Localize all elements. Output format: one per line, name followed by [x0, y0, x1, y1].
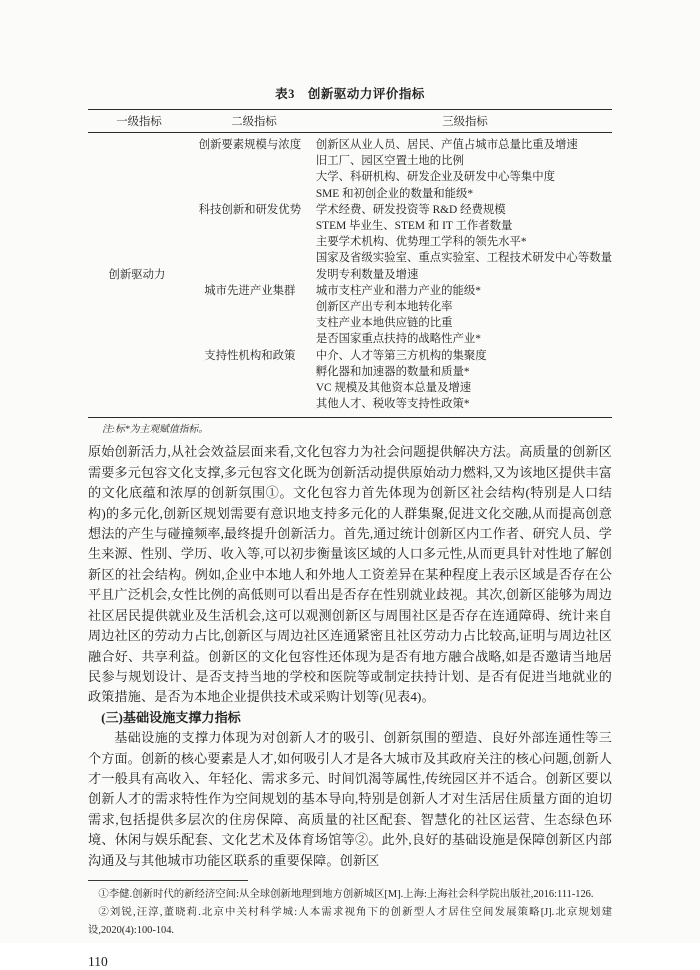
level2-cell: 科技创新和研发优势 — [198, 203, 302, 216]
level3-item: 城市支柱产业和潜力产业的能级* — [315, 284, 481, 297]
level3-item: VC 规模及其他资本总量及增速 — [315, 382, 472, 395]
table-body — [88, 133, 612, 417]
footnote-1: ①李健.创新时代的新经济空间:从全球创新地理到地方创新城区[M].上海:上海社会科学院出版社,2016:111-126. — [98, 888, 594, 900]
level3-list — [314, 202, 612, 283]
level3-item: 发明专利数量及增速 — [315, 268, 419, 281]
level3-item: 创新区产出专利本地转化率 — [315, 301, 453, 314]
level1-cell: 创新驱动力 — [108, 268, 166, 281]
body-paragraph-2: 基础设施的支撑力体现为对创新人才的吸引、创新氛围的塑造、良好外部连通性等三个方面。创新的核心要素是人才,如何吸引人才是各大城市及其政府关注的核心问题,创新人才一般具有高收入、年轻化、需求多元、时间饥渴等属性,传统园区并不适合。创新区要以创新人才的需求特性作为空间规划的基本导向,特别是创新人才对生活居住质量方面的迫切需求,包括提供多层次的住房保障、高质量的社区配套、智慧化的社区运营、生态绿色环境、休闲与娱乐配套、文化艺术及体育场馆等②。此外,良好的基础设施是保障创新区内部沟通及与其他城市功能区联系的重要保障。创新区 — [88, 730, 612, 868]
level2-cell: 城市先进产业集群 — [204, 284, 296, 297]
level3-item: 学术经费、研发投资等 R&D 经费规模 — [315, 203, 506, 216]
footnote-separator — [88, 880, 248, 881]
level3-list — [314, 137, 612, 202]
level2-cell: 支持性机构和政策 — [204, 349, 296, 362]
body-paragraph-1: 原始创新活力,从社会效益层面来看,文化包容力为社会问题提供解决方法。高质量的创新区需要多元包容文化支撑,多元包容文化既为创新活动提供原始动力燃料,又为该地区提供丰富的文化底蕴和浓厚的创新氛围①。文化包容力首先体现为创新区社会结构(特别是人口结构)的多元化,创新区规划需要有意识地支持多元化的人群集聚,促进文化交融,从而提高创意想法的产生与碰撞频率,最终提升创新活力。首先,通过统计创新区内工作者、研究人员、学生来源、性别、学历、收入等,可以初步衡量该区域的人口多元性,从而更具针对性地了解创新区的社会结构。例如,企业中本地人和外地人工资差异在某种程度上表示区域是否存在公平且广泛机会,女性比例的高低则可以看出是否存在性别就业歧视。其次,创新区能够为周边社区居民提供就业及生活机会,这可以观测创新区与周围社区是否存在连通障碍、统计来自周边社区的劳动力占比,创新区与周边社区连通紧密且社区劳动力占比较高,证明与周边社区融合好、共享利益。创新区的文化包容性还体现为是否有地方融合战略,如是否邀请当地居民参与规划设计、是否支持当地的学校和医院等或制定扶持计划、是否有促进当地就业的政策措施、是否为本地企业提供技术或采购计划等(见表4)。 — [88, 444, 612, 705]
level3-item: STEM 毕业生、STEM 和 IT 工作者数量 — [315, 220, 513, 233]
level3-item: 旧工厂、园区空置土地的比例 — [315, 155, 464, 168]
table-group — [186, 202, 612, 283]
level3-item: 创新区从业人员、居民、产值占城市总量比重及增速 — [315, 139, 578, 151]
table-header-level2: 二级指标 — [231, 116, 277, 128]
table-group — [186, 283, 612, 348]
indicator-table — [88, 109, 612, 418]
table-caption: 表3 创新驱动力评价指标 — [275, 87, 425, 101]
level3-item: 中介、人才等第三方机构的集聚度 — [315, 349, 487, 362]
level3-item: SME 和初创企业的数量和能级* — [315, 187, 474, 200]
table-header-level1: 一级指标 — [116, 116, 162, 128]
level3-list — [314, 348, 612, 413]
level3-item: 是否国家重点扶持的战略性产业* — [315, 333, 481, 346]
table-header-row — [88, 110, 612, 133]
level2-cell: 创新要素规模与浓度 — [198, 139, 302, 151]
level3-item: 国家及省级实验室、重点实验室、工程技术研发中心等数量 — [315, 252, 612, 265]
level3-item: 主要学术机构、优势理工学科的领先水平* — [315, 236, 527, 249]
table-groups — [186, 137, 612, 412]
table-group — [186, 137, 612, 202]
page-number: 110 — [88, 953, 108, 969]
level3-item: 其他人才、税收等支持性政策* — [315, 398, 470, 411]
level3-item: 大学、科研机构、研发企业及研发中心等集中度 — [315, 171, 556, 184]
level3-list — [314, 283, 612, 348]
section-heading: (三)基础设施支撑力指标 — [101, 709, 241, 725]
footnote-2: ②刘锐,汪淳,董晓莉.北京中关村科学城:人本需求视角下的创新型人才居住空间发展策略[J].北京规划建设,2020(4):100-104. — [88, 907, 612, 937]
table-group — [186, 348, 612, 413]
level3-item: 孵化器和加速器的数量和质量* — [315, 365, 470, 378]
table-header-level3: 三级指标 — [442, 116, 488, 128]
page-content — [88, 84, 612, 970]
table-note: 注:标*为主观赋值指标。 — [102, 424, 209, 436]
level3-item: 支柱产业本地供应链的比重 — [315, 317, 453, 330]
